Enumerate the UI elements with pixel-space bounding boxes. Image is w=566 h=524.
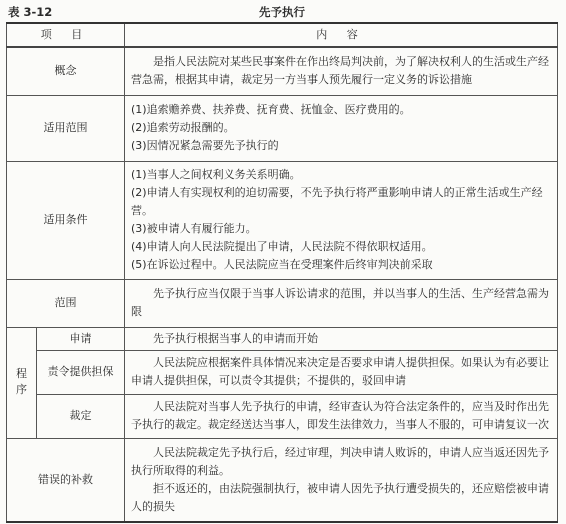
row-label-conditions: 适用条件 <box>7 161 125 279</box>
header-item: 项 目 <box>7 23 125 47</box>
subrow-content-apply <box>125 327 558 350</box>
content-line: 人民法院裁定先予执行后，经过审理，判决申请人败诉的，申请人应当返还因先予执行所取得的利益。 <box>131 445 549 477</box>
table-number: 表 3-12 <box>8 5 53 19</box>
table-row <box>7 438 558 522</box>
table-row <box>7 394 558 438</box>
table-row <box>7 327 558 350</box>
advance-execution-table <box>6 22 558 523</box>
content-line: (3)因情况紧急需要先予执行的 <box>131 139 279 152</box>
content-line: (2)申请人有实现权利的迫切需要，不先予执行将严重影响申请人的正常生活或生产经营。 <box>131 186 543 217</box>
row-label-procedure <box>7 327 37 438</box>
content-line: 人民法院对当事人先予执行的申请，经审查认为符合法定条件的，应当及时作出先予执行的裁定。裁定经送达当事人，即发生法律效力，当事人不服的，可申请复议一次 <box>131 400 549 431</box>
content-line: (2)追索劳动报酬的。 <box>131 121 235 134</box>
row-content-remedy <box>125 438 558 522</box>
table-row <box>7 279 558 327</box>
row-label-range: 范围 <box>7 279 125 327</box>
content-line: (1)当事人之间权利义务关系明确。 <box>131 168 301 181</box>
row-content-concept <box>125 47 558 95</box>
content-line: 拒不返还的，由法院强制执行，被申请人因先予执行遭受损失的，还应赔偿被申请人的损失 <box>131 481 549 513</box>
subrow-content-ruling <box>125 394 558 438</box>
row-label-remedy: 错误的补救 <box>7 438 125 522</box>
subrow-label-guarantee: 责令提供担保 <box>37 350 125 394</box>
table-row <box>7 95 558 161</box>
content-line: (5)在诉讼过程中。人民法院应当在受理案件后终审判决前采取 <box>131 258 433 271</box>
row-content-scope <box>125 95 558 161</box>
content-line: (4)申请人向人民法院提出了申请，人民法院不得依职权适用。 <box>131 240 433 253</box>
header-content: 内 容 <box>125 23 558 47</box>
table-row <box>7 161 558 279</box>
table-row <box>7 350 558 394</box>
subrow-content-guarantee <box>125 350 558 394</box>
content-line: 先予执行根据当事人的申请而开始 <box>153 331 318 345</box>
table-header-row <box>7 23 558 47</box>
content-line: 是指人民法院对某些民事案件在作出终局判决前，为了解决权利人的生活或生产经营急需，根据其申请，裁定另一方当事人预先履行一定义务的诉讼措施 <box>131 55 549 87</box>
content-line: 人民法院应根据案件具体情况来决定是否要求申请人提供担保。如果认为有必要让申请人提供担保，可以责令其提供；不提供的，驳回申请 <box>131 356 549 387</box>
subrow-label-apply: 申请 <box>37 327 125 350</box>
table-row <box>7 47 558 95</box>
subrow-label-ruling: 裁定 <box>37 394 125 438</box>
content-line: 先予执行应当仅限于当事人诉讼请求的范围，并以当事人的生活、生产经营急需为限 <box>131 287 549 318</box>
row-content-conditions <box>125 161 558 279</box>
table-title: 先予执行 <box>259 5 305 19</box>
row-label-concept: 概念 <box>7 47 125 95</box>
row-label-scope: 适用范围 <box>7 95 125 161</box>
procedure-label: 程序 <box>16 367 27 396</box>
content-line: (3)被申请人有履行能力。 <box>131 222 257 235</box>
content-line: (1)追索赡养费、扶养费、抚育费、抚恤金、医疗费用的。 <box>131 103 411 116</box>
row-content-range <box>125 279 558 327</box>
table-caption <box>6 3 558 21</box>
